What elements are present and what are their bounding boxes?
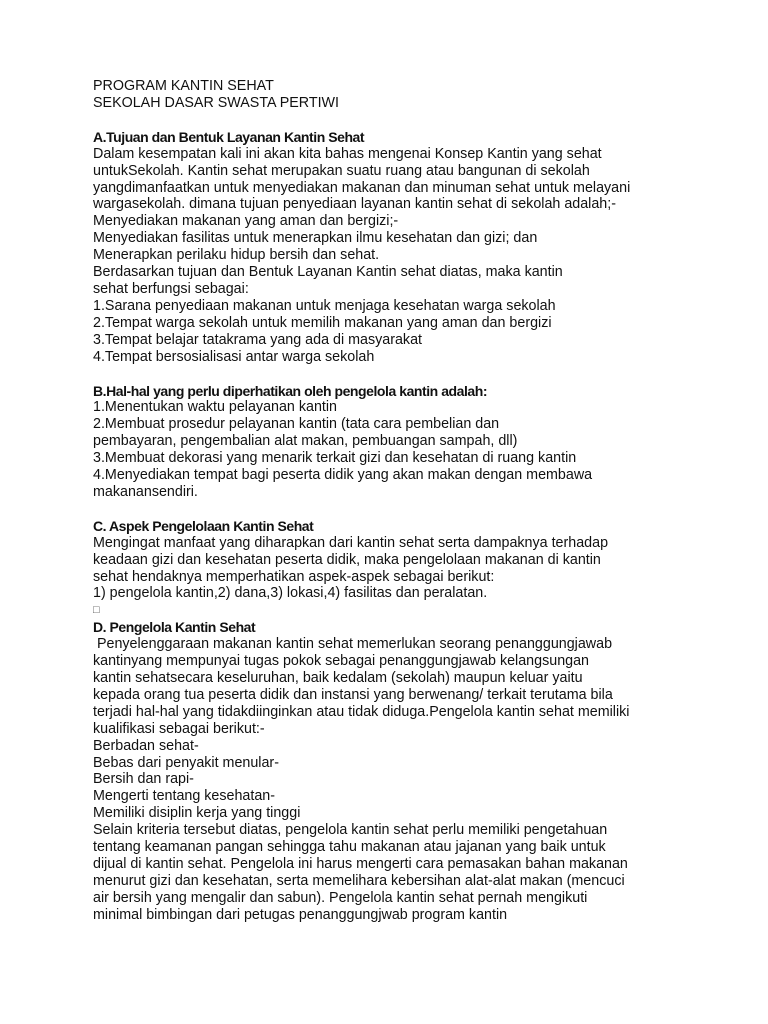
list-item: Bebas dari penyakit menular- xyxy=(93,754,279,771)
list-item: Mengerti tentang kesehatan- xyxy=(93,788,276,805)
list-item: Berbadan sehat- xyxy=(93,737,199,754)
paragraph-line: wargasekolah. dimana tujuan penyediaan layanan kantin sehat di sekolah adalah;- xyxy=(93,196,616,213)
paragraph-line: untukSekolah. Kantin sehat merupakan suatu ruang atau bangunan di sekolah xyxy=(93,162,590,179)
paragraph-line: kualifikasi sebagai berikut:- xyxy=(93,720,265,737)
paragraph-line: sehat berfungsi sebagai: xyxy=(93,280,249,297)
section-b xyxy=(93,383,708,501)
paragraph-line: sehat hendaknya memperhatikan aspek-aspek sebagai berikut: xyxy=(93,568,495,585)
paragraph-line: Menyediakan fasilitas untuk menerapkan ilmu kesehatan dan gizi; dan xyxy=(93,230,538,247)
paragraph-line: Selain kriteria tersebut diatas, pengelola kantin sehat perlu memiliki pengetahuan xyxy=(93,822,608,839)
list-item: makanansendiri. xyxy=(93,483,198,500)
list-item: 4.Tempat bersosialisasi antar warga sekolah xyxy=(93,348,375,365)
list-item: 4.Menyediakan tempat bagi peserta didik yang akan makan dengan membawa xyxy=(93,467,593,484)
section-d xyxy=(93,619,708,923)
paragraph-line: minimal bimbingan dari petugas penanggungjwab program kantin xyxy=(93,906,508,923)
section-c xyxy=(93,518,708,619)
paragraph-line: dijual di kantin sehat. Pengelola ini harus mengerti cara pemasakan bahan makanan xyxy=(93,855,628,872)
section-b-heading: B.Hal-hal yang perlu diperhatikan oleh pengelola kantin adalah: xyxy=(93,382,488,399)
paragraph-line: 1) pengelola kantin,2) dana,3) lokasi,4) fasilitas dan peralatan. xyxy=(93,585,488,602)
paragraph-line: Dalam kesempatan kali ini akan kita bahas mengenai Konsep Kantin yang sehat xyxy=(93,145,602,162)
list-item: 1.Menentukan waktu pelayanan kantin xyxy=(93,399,338,416)
section-c-heading: C. Aspek Pengelolaan Kantin Sehat xyxy=(93,517,314,534)
paragraph-line: tentang keamanan pangan sehingga tahu makanan atau jajanan yang baik untuk xyxy=(93,839,606,856)
list-item: 3.Membuat dekorasi yang menarik terkait gizi dan kesehatan di ruang kantin xyxy=(93,450,577,467)
paragraph-line: kantinyang mempunyai tugas pokok sebagai penanggungjawab kelangsungan xyxy=(93,653,589,670)
list-item: 2.Membuat prosedur pelayanan kantin (tata cara pembelian dan xyxy=(93,416,500,433)
paragraph-line: Menyediakan makanan yang aman dan bergizi;- xyxy=(93,213,399,230)
list-item: 1.Sarana penyediaan makanan untuk menjaga kesehatan warga sekolah xyxy=(93,297,556,314)
title-line: PROGRAM KANTIN SEHAT xyxy=(93,78,274,94)
paragraph-line: Penyelenggaraan makanan kantin sehat memerlukan seorang penanggungjawab xyxy=(93,636,613,653)
paragraph-line: yangdimanfaatkan untuk menyediakan makanan dan minuman sehat untuk melayani xyxy=(93,179,631,196)
document-title xyxy=(93,78,708,112)
list-item: pembayaran, pengembalian alat makan, pembuangan sampah, dll) xyxy=(93,433,518,450)
section-a xyxy=(93,129,708,366)
paragraph-line: Menerapkan perilaku hidup bersih dan sehat. xyxy=(93,247,380,264)
list-item: Bersih dan rapi- xyxy=(93,771,194,788)
section-a-heading: A.Tujuan dan Bentuk Layanan Kantin Sehat xyxy=(93,128,365,145)
paragraph-line: kepada orang tua peserta didik dan instansi yang berwenang/ terkait terutama bila xyxy=(93,686,613,703)
paragraph-line: keadaan gizi dan kesehatan peserta didik, maka pengelolaan makanan di kantin xyxy=(93,551,601,568)
paragraph-line: Mengingat manfaat yang diharapkan dari kantin sehat serta dampaknya terhadap xyxy=(93,534,609,551)
subtitle-line: SEKOLAH DASAR SWASTA PERTIWI xyxy=(93,94,340,111)
paragraph-line: Berdasarkan tujuan dan Bentuk Layanan Kantin sehat diatas, maka kantin xyxy=(93,264,563,281)
section-d-heading: D. Pengelola Kantin Sehat xyxy=(93,619,256,636)
list-item: 2.Tempat warga sekolah untuk memilih makanan yang aman dan bergizi xyxy=(93,314,552,331)
placeholder-glyph-icon: □ xyxy=(93,604,100,617)
paragraph-line: kantin sehatsecara keseluruhan, baik kedalam (sekolah) maupun keluar yaitu xyxy=(93,670,583,686)
list-item: 3.Tempat belajar tatakrama yang ada di masyarakat xyxy=(93,331,423,348)
paragraph-line: air bersih yang mengalir dan sabun). Pengelola kantin sehat pernah mengikuti xyxy=(93,889,588,906)
list-item: Memiliki disiplin kerja yang tinggi xyxy=(93,805,301,822)
paragraph-line: menurut gizi dan kesehatan, serta memelihara kebersihan alat-alat makan (mencuci xyxy=(93,872,625,889)
paragraph-line: terjadi hal-hal yang tidakdiinginkan atau tidak diduga.Pengelola kantin sehat memiliki xyxy=(93,703,630,720)
